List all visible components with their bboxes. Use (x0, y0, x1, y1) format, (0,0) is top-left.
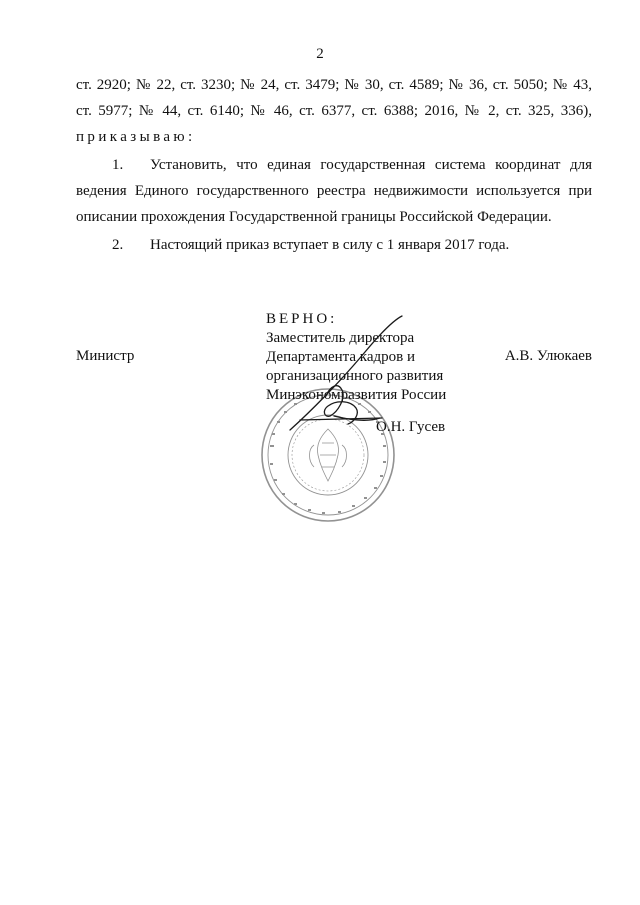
item-text-line-2: ведения Единого государственного реестра недвижимости используется при (76, 183, 592, 199)
item-text-line-1: Настоящий приказ вступает в силу с 1 января 2017 года. (150, 237, 510, 253)
cert-line-4: Минэкономразвития России (266, 387, 447, 403)
order-item-2 (76, 232, 592, 258)
handwritten-signature (270, 312, 430, 442)
order-item-1 (76, 152, 592, 230)
cert-line-2: Департамента кадров и (266, 349, 415, 365)
item-number: 2. (112, 237, 124, 253)
cert-signer-name: О.Н. Гусев (376, 419, 446, 435)
item-text-line-1: Установить, что единая государственная система координат для (150, 157, 592, 173)
page-number: 2 (316, 46, 324, 62)
minister-name: А.В. Улюкаев (504, 348, 592, 364)
verno-label: ВЕРНО: (266, 311, 338, 327)
minister-title: Министр (76, 348, 135, 364)
cert-line-1: Заместитель директора (266, 330, 415, 346)
cert-line-3: организационного развития (266, 368, 444, 384)
item-number: 1. (112, 157, 124, 173)
intro-paragraph (76, 72, 592, 150)
intro-line-2: ст. 5977; № 44, ст. 6140; № 46, ст. 6377, ст. 6388; 2016, № 2, ст. 325, 336), (76, 103, 592, 119)
item-text-line-3: описании прохождения Государственной границы Российской Федерации. (76, 209, 552, 225)
order-word: приказываю: (76, 129, 196, 145)
intro-line-1: ст. 2920; № 22, ст. 3230; № 24, ст. 3479; № 30, ст. 4589; № 36, ст. 5050; № 43, (76, 77, 592, 93)
